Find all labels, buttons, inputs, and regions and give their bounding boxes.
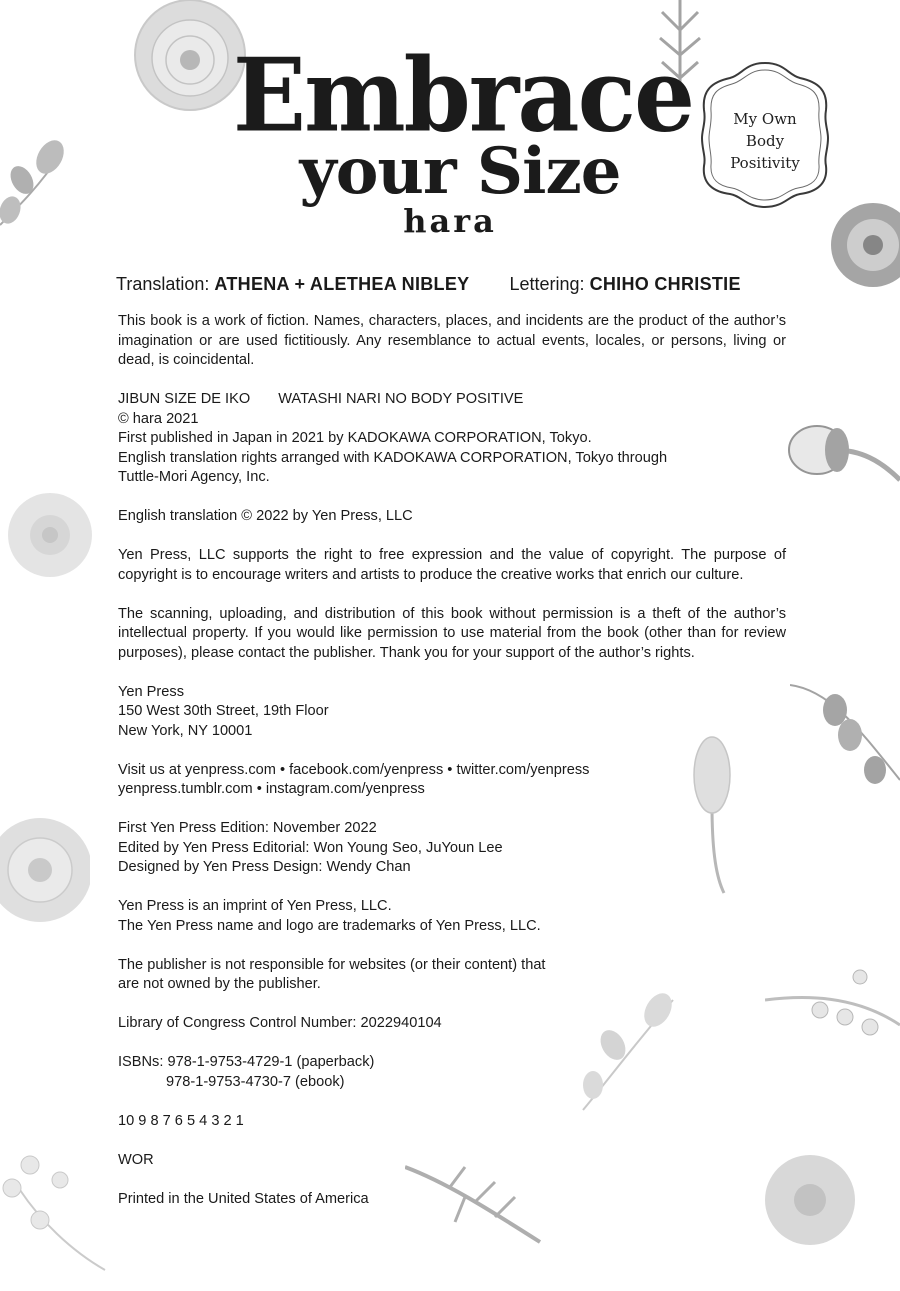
imprint-line-2: The Yen Press name and logo are trademarks of Yen Press, LLC. — [118, 917, 541, 934]
rights-line-1: English translation rights arranged with KADOKAWA CORPORATION, Tokyo through — [118, 449, 668, 466]
disclaimer-line-2: are not owned by the publisher. — [118, 976, 321, 992]
letterer-name: CHIHO CHRISTIE — [589, 274, 741, 294]
original-title-line — [118, 390, 786, 410]
edited-by: Edited by Yen Press Editorial: Won Young Seo, JuYoun Lee — [118, 839, 503, 856]
free-expression-notice: Yen Press, LLC supports the right to free expression and the value of copyright. The purpose of copyright is to encourage writers and artists to produce the creative works that enrich our culture. — [118, 547, 786, 583]
flower-cluster-bottom-left-icon — [0, 1150, 110, 1275]
isbn-ebook: 978-1-9753-4730-7 (ebook) — [166, 1073, 345, 1090]
original-publication-block — [118, 390, 786, 488]
printer-code: WOR — [118, 1151, 154, 1168]
website-disclaimer — [118, 956, 786, 995]
translation-copyright: English translation © 2022 by Yen Press, LLC — [118, 508, 413, 524]
lccn: Library of Congress Control Number: 2022940104 — [118, 1015, 442, 1031]
visit-line-2: yenpress.tumblr.com • instagram.com/yenpress — [118, 781, 425, 797]
original-title-a: JIBUN SIZE DE IKO — [118, 391, 251, 407]
flower-left-mid-icon — [5, 490, 95, 585]
piracy-notice: The scanning, uploading, and distribution of this book without permission is a theft of the author’s intellectual property. If you would like permission to use material from the book (other than for review purposes), please contact the publisher. Thank you for your support of the author’s rights. — [118, 605, 786, 661]
translator-names: ATHENA + ALETHEA NIBLEY — [214, 274, 470, 294]
disclaimer-line-1: The publisher is not responsible for websites (or their content) that — [118, 956, 546, 973]
translation-label: Translation: — [116, 274, 210, 294]
copyright-body — [118, 312, 786, 1229]
flower-left-bottom-icon — [0, 800, 90, 940]
printing-line: 10 9 8 7 6 5 4 3 2 1 — [118, 1112, 244, 1129]
badge-line: Body — [745, 132, 785, 150]
first-published: First published in Japan in 2021 by KADOKAWA CORPORATION, Tokyo. — [118, 430, 592, 446]
imprint-info — [118, 897, 786, 936]
imprint-line-1: Yen Press is an imprint of Yen Press, LLC. — [118, 898, 392, 914]
original-copyright: © hara 2021 — [118, 410, 199, 427]
publisher-address — [118, 683, 786, 742]
isbn-block — [118, 1053, 786, 1092]
fiction-notice: This book is a work of fiction. Names, characters, places, and incidents are the product of the author’s imagination or are used fictitiously. Any resemblance to actual events, locales, or persons, living or dead, is coincidental. — [118, 313, 786, 368]
printed-in: Printed in the United States of America — [118, 1190, 369, 1207]
subtitle-badge — [700, 60, 830, 210]
publisher-city: New York, NY 10001 — [118, 722, 253, 739]
publisher-name: Yen Press — [118, 683, 184, 700]
original-title-b: WATASHI NARI NO BODY POSITIVE — [278, 391, 524, 407]
badge-line: Positivity — [730, 154, 800, 172]
leaves-right-mid-icon — [790, 680, 900, 790]
lettering-label: Lettering: — [509, 274, 585, 294]
isbn-paperback: ISBNs: 978-1-9753-4729-1 (paperback) — [118, 1054, 375, 1070]
edition-info — [118, 819, 786, 878]
book-title-line1: Embrace — [232, 36, 694, 155]
visit-line-1: Visit us at yenpress.com • facebook.com/yenpress • twitter.com/yenpress — [118, 761, 590, 778]
designed-by: Designed by Yen Press Design: Wendy Chan — [118, 859, 411, 875]
visit-links — [118, 761, 786, 800]
author-name: hara — [403, 202, 497, 240]
bud-right-icon — [785, 410, 900, 490]
rights-line-2: Tuttle-Mori Agency, Inc. — [118, 469, 270, 485]
book-title-line2: your Size — [299, 134, 621, 209]
publisher-street: 150 West 30th Street, 19th Floor — [118, 703, 329, 719]
credits-line — [116, 274, 796, 295]
badge-line: My Own — [733, 110, 797, 128]
first-edition: First Yen Press Edition: November 2022 — [118, 820, 377, 836]
badge-text — [700, 108, 830, 174]
